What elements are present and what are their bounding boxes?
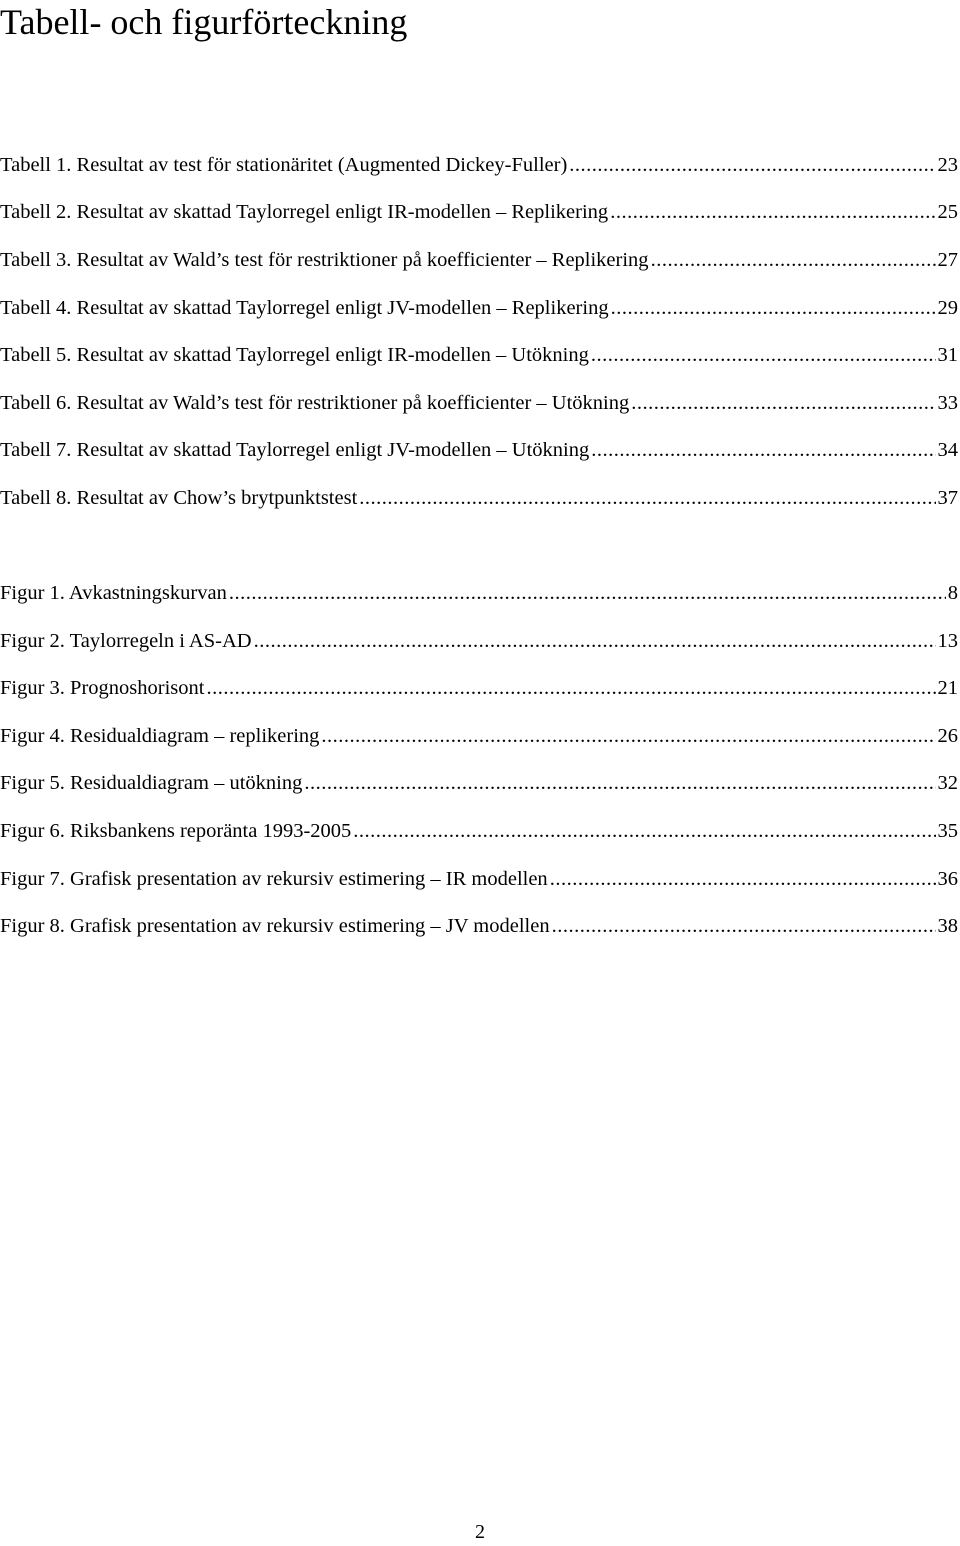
toc-entry-figure-7[interactable] — [0, 864, 958, 894]
toc-entry-table-4[interactable] — [0, 293, 958, 323]
dot-leader — [321, 721, 935, 751]
toc-entry-label: Figur 3. Prognoshorisont — [0, 677, 205, 699]
toc-entry-label: Figur 8. Grafisk presentation av rekursiv estimering – JV modellen — [0, 915, 550, 937]
toc-entry-label: Tabell 5. Resultat av skattad Taylorregel enligt IR-modellen – Utökning — [0, 344, 589, 366]
dot-leader — [206, 673, 935, 703]
toc-entry-label: Tabell 2. Resultat av skattad Taylorregel enligt IR-modellen – Replikering — [0, 201, 609, 223]
toc-entry-page: 36 — [937, 868, 958, 890]
toc-entry-table-7[interactable] — [0, 435, 958, 465]
toc-entry-label: Tabell 3. Resultat av Wald’s test för restriktioner på koefficienter – Replikering — [0, 249, 649, 271]
toc-entry-page: 26 — [937, 725, 958, 747]
toc-entry-page: 13 — [937, 630, 958, 652]
toc-entry-table-3[interactable] — [0, 245, 958, 275]
toc-entry-label: Figur 7. Grafisk presentation av rekursiv estimering – IR modellen — [0, 868, 548, 890]
toc-entry-label: Tabell 8. Resultat av Chow’s brytpunktstest — [0, 487, 358, 509]
toc-entry-figure-2[interactable] — [0, 626, 958, 656]
dot-leader — [229, 578, 946, 608]
dot-leader — [611, 293, 936, 323]
toc-entry-label: Figur 5. Residualdiagram – utökning — [0, 772, 303, 794]
toc-entry-label: Figur 1. Avkastningskurvan — [0, 582, 227, 604]
toc-entry-page: 29 — [937, 297, 958, 319]
toc-entry-label: Figur 6. Riksbankens reporänta 1993-2005 — [0, 820, 352, 842]
toc-entry-figure-4[interactable] — [0, 721, 958, 751]
dot-leader — [569, 150, 935, 180]
toc-entry-label: Tabell 6. Resultat av Wald’s test för restriktioner på koefficienter – Utökning — [0, 392, 630, 414]
toc-entry-page: 33 — [937, 392, 958, 414]
toc-entry-table-6[interactable] — [0, 388, 958, 418]
toc-entry-page: 37 — [937, 487, 958, 509]
dot-leader — [631, 388, 935, 418]
dot-leader — [550, 864, 936, 894]
toc-entry-page: 25 — [937, 201, 958, 223]
toc-entry-page: 8 — [947, 582, 958, 604]
toc-entry-table-2[interactable] — [0, 197, 958, 227]
toc-entry-page: 35 — [937, 820, 958, 842]
toc-entry-figure-3[interactable] — [0, 673, 958, 703]
toc-entry-figure-6[interactable] — [0, 816, 958, 846]
toc-entry-label: Tabell 4. Resultat av skattad Taylorregel enligt JV-modellen – Replikering — [0, 297, 609, 319]
dot-leader — [610, 197, 935, 227]
dot-leader — [651, 245, 936, 275]
toc-entry-label: Tabell 7. Resultat av skattad Taylorregel enligt JV-modellen – Utökning — [0, 439, 590, 461]
toc-entry-page: 21 — [937, 677, 958, 699]
toc-entry-label: Tabell 1. Resultat av test för stationäritet (Augmented Dickey-Fuller) — [0, 154, 568, 176]
dot-leader — [591, 435, 935, 465]
toc-entry-figure-5[interactable] — [0, 768, 958, 798]
toc-entry-label: Figur 4. Residualdiagram – replikering — [0, 725, 320, 747]
toc-entry-page: 32 — [937, 772, 958, 794]
toc-entry-page: 31 — [937, 344, 958, 366]
dot-leader — [591, 340, 936, 370]
toc-entry-table-1[interactable] — [0, 150, 958, 180]
toc-entry-table-5[interactable] — [0, 340, 958, 370]
dot-leader — [254, 626, 936, 656]
toc-entry-table-8[interactable] — [0, 483, 958, 513]
dot-leader — [359, 483, 935, 513]
toc-entry-label: Figur 2. Taylorregeln i AS-AD — [0, 630, 252, 652]
toc-entry-figure-8[interactable] — [0, 911, 958, 941]
page-number: 2 — [475, 1521, 485, 1543]
page-title: Tabell- och figurförteckning — [0, 2, 408, 42]
dot-leader — [353, 816, 935, 846]
dot-leader — [304, 768, 935, 798]
toc-entry-figure-1[interactable] — [0, 578, 958, 608]
toc-entry-page: 23 — [937, 154, 958, 176]
dot-leader — [552, 911, 936, 941]
toc-entry-page: 38 — [937, 915, 958, 937]
toc-entry-page: 34 — [937, 439, 958, 461]
toc-entry-page: 27 — [937, 249, 958, 271]
